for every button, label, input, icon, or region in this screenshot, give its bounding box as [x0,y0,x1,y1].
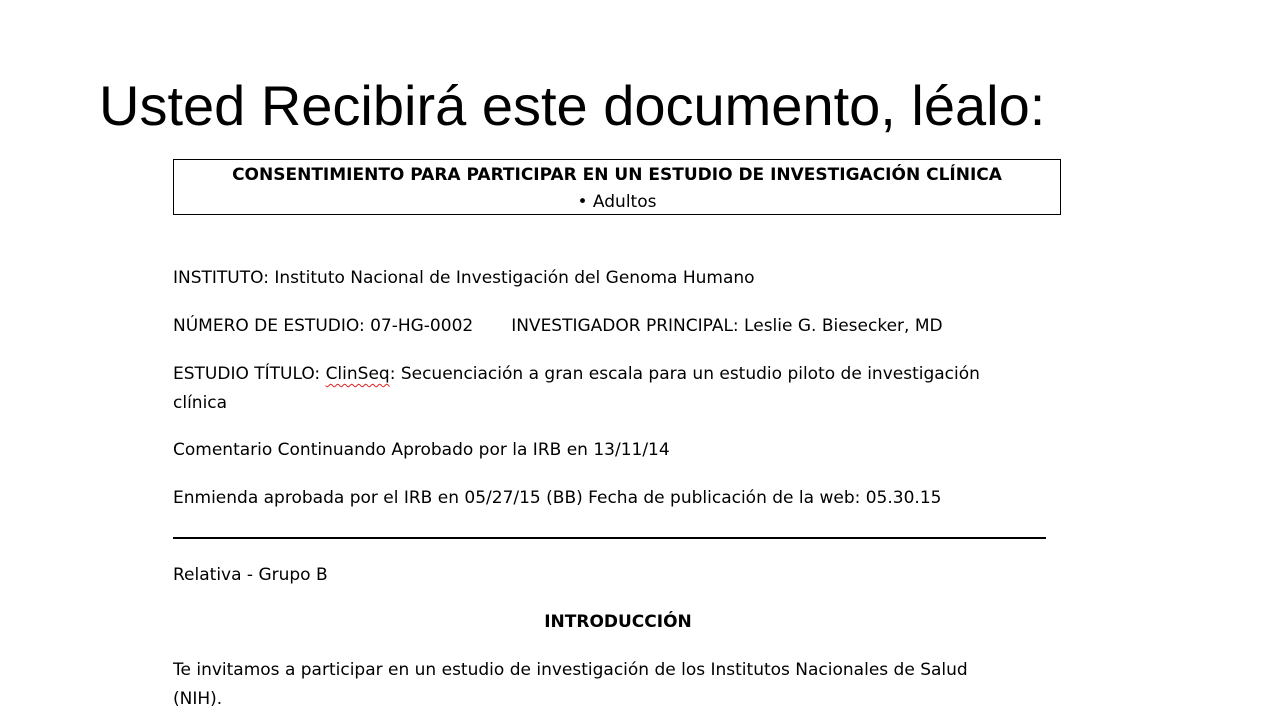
document-heading: CONSENTIMIENTO PARA PARTICIPAR EN UN ESTUDIO DE INVESTIGACIÓN CLÍNICA [232,165,1002,185]
principal-investigator: INVESTIGADOR PRINCIPAL: Leslie G. Biesecker, MD [511,316,943,336]
study-title-rest: : Secuenciación a gran escala para un estudio piloto de investigación [389,364,980,384]
group-label: Relativa - Grupo B [173,565,328,585]
slide-title: Usted Recibirá este documento, léalo: [99,74,1046,137]
amendment-note: Enmienda aprobada por el IRB en 05/27/15 (BB) Fecha de publicación de la web: 05.30.15 [173,488,942,508]
study-title-continuation: clínica [173,393,228,413]
institute-line: INSTITUTO: Instituto Nacional de Investigación del Genoma Humano [173,268,755,288]
study-number-line [173,312,943,341]
study-title-prefix: ESTUDIO TÍTULO: [173,364,326,384]
introduction-heading: INTRODUCCIÓN [544,612,692,632]
document-subtitle: • Adultos [577,192,657,212]
intro-paragraph-line-1: Te invitamos a participar en un estudio de investigación de los Institutos Nacionales de Salud [173,660,968,680]
review-note: Comentario Continuando Aprobado por la IRB en 13/11/14 [173,440,670,460]
document-title-box [173,159,1061,215]
study-number: NÚMERO DE ESTUDIO: 07-HG-0002 [173,316,474,336]
horizontal-rule [173,537,1046,539]
intro-paragraph-line-2: (NIH). [173,689,223,709]
study-title-name: ClinSeq [325,364,390,384]
study-title-line [173,360,980,389]
